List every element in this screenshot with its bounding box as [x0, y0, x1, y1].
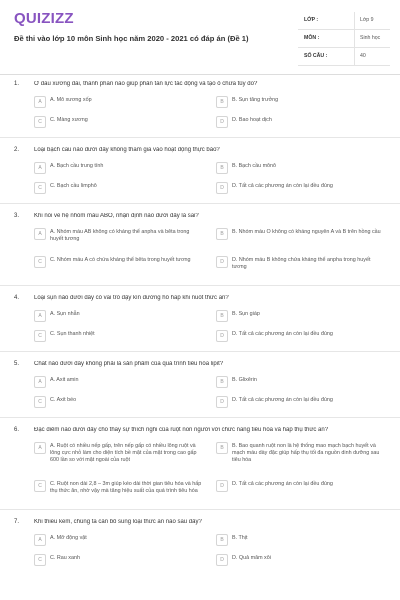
option-text: D. Tất cả các phương án còn lại đều đúng: [232, 183, 333, 189]
option-c[interactable]: [34, 112, 204, 132]
option-letter-box: C: [34, 330, 46, 342]
option-row: [0, 326, 400, 346]
option-c[interactable]: [34, 178, 204, 198]
option-text: B. Sụn tăng trưởng: [232, 97, 279, 103]
option-a[interactable]: [34, 92, 204, 112]
meta-divider: [354, 48, 355, 65]
option-letter-box: B: [216, 310, 228, 322]
option-row: [0, 372, 400, 392]
meta-divider: [354, 12, 355, 29]
question-1: [0, 78, 400, 138]
option-d[interactable]: [216, 112, 386, 132]
option-letter-box: C: [34, 396, 46, 408]
option-text: B. Sụn giáp: [232, 311, 260, 317]
option-letter-box: D: [216, 480, 228, 492]
meta-row-count: [298, 48, 390, 66]
option-d[interactable]: [216, 392, 386, 412]
option-b[interactable]: [216, 224, 386, 252]
question-line: [0, 358, 400, 372]
option-c[interactable]: [34, 392, 204, 412]
question-line: [0, 144, 400, 158]
option-text: D. Quả mâm xôi: [232, 555, 271, 561]
option-letter-box: C: [34, 480, 46, 492]
option-text: A. Sụn nhẫn: [50, 311, 80, 317]
question-line: [0, 210, 400, 224]
option-d[interactable]: [216, 550, 386, 570]
option-text: A. Mô xương xốp: [50, 97, 92, 103]
option-row: [0, 112, 400, 132]
option-letter-box: D: [216, 256, 228, 268]
option-text: C. Bạch cầu limphô: [50, 183, 97, 189]
option-row: [0, 252, 400, 280]
meta-label: SỐ CÂU :: [304, 53, 328, 59]
option-text: B. Nhóm máu O không có kháng nguyên A và B trên hồng cầu: [232, 229, 381, 235]
option-row: [0, 530, 400, 550]
option-c[interactable]: [34, 326, 204, 346]
question-line: [0, 78, 400, 92]
option-letter-box: D: [216, 182, 228, 194]
option-a[interactable]: [34, 530, 204, 550]
option-letter-box: D: [216, 396, 228, 408]
meta-value: Lớp 9: [360, 17, 374, 23]
question-number: 4.: [14, 295, 20, 301]
question-number: 6.: [14, 427, 20, 433]
page-title: Đề thi vào lớp 10 môn Sinh học năm 2020 - 2021 có đáp án (Đề 1): [14, 34, 249, 43]
question-text: Khi nói về hệ nhóm máu ABO, nhận định nào dưới đây là sai?: [34, 213, 199, 219]
question-divider: [0, 137, 400, 138]
option-b[interactable]: [216, 92, 386, 112]
option-letter-box: B: [216, 534, 228, 546]
option-d[interactable]: [216, 252, 386, 280]
option-c[interactable]: [34, 252, 204, 280]
option-row: [0, 158, 400, 178]
option-a[interactable]: [34, 438, 204, 476]
question-text: Loại sụn nào dưới đây có vai trò đậy kín đường hô hấp khi nuốt thức ăn?: [34, 295, 229, 301]
option-text: B. Glixêrin: [232, 377, 257, 383]
option-b[interactable]: [216, 158, 386, 178]
option-text: D. Tất cả các phương án còn lại đều đúng: [232, 331, 333, 337]
question-number: 7.: [14, 519, 20, 525]
question-number: 5.: [14, 361, 20, 367]
option-a[interactable]: [34, 224, 204, 252]
question-7: [0, 516, 400, 570]
option-text: A. Mỡ động vật: [50, 535, 87, 541]
question-3: [0, 210, 400, 286]
option-text: D. Tất cả các phương án còn lại đều đúng: [232, 397, 333, 403]
question-text: Chất nào dưới đây không phải là sản phẩm của quá trình tiêu hóa lipit?: [34, 361, 224, 367]
option-d[interactable]: [216, 326, 386, 346]
question-divider: [0, 509, 400, 510]
option-b[interactable]: [216, 306, 386, 326]
option-letter-box: A: [34, 228, 46, 240]
option-text: C. Axit béo: [50, 397, 77, 403]
option-letter-box: C: [34, 182, 46, 194]
option-letter-box: A: [34, 534, 46, 546]
option-letter-box: B: [216, 228, 228, 240]
option-row: [0, 224, 400, 252]
worksheet-header: [0, 0, 400, 72]
option-row: [0, 178, 400, 198]
option-text: A. Ruột có nhiều nếp gấp, trên nếp gấp có nhiều lông ruột và lông cực nhỏ làm cho diện tích bề mặt của mặt trong cao gấp 600 lần so với mặt ngoài của ruột: [50, 443, 197, 463]
meta-row-class: [298, 12, 390, 30]
option-letter-box: D: [216, 116, 228, 128]
question-divider: [0, 203, 400, 204]
option-letter-box: A: [34, 310, 46, 322]
option-b[interactable]: [216, 438, 386, 476]
question-list: [0, 78, 400, 570]
option-text: C. Sụn thanh nhiệt: [50, 331, 95, 337]
option-letter-box: C: [34, 554, 46, 566]
meta-divider: [354, 30, 355, 47]
option-letter-box: B: [216, 442, 228, 454]
option-text: C. Nhóm máu A có chứa kháng thể bêta trong huyết tương: [50, 257, 191, 263]
option-b[interactable]: [216, 372, 386, 392]
question-number: 3.: [14, 213, 20, 219]
option-d[interactable]: [216, 476, 386, 504]
option-letter-box: A: [34, 162, 46, 174]
meta-value: 40: [360, 53, 366, 59]
meta-table: [298, 12, 390, 66]
question-divider: [0, 351, 400, 352]
option-letter-box: A: [34, 96, 46, 108]
question-number: 2.: [14, 147, 20, 153]
option-text: C. Màng xương: [50, 117, 88, 123]
option-text: C. Ruột non dài 2,8 – 3m giúp kéo dài thời gian tiêu hóa và hấp thụ thức ăn, nhờ vậy mà tăng hiệu suất của quá trình tiêu hóa: [50, 481, 202, 494]
question-line: [0, 516, 400, 530]
option-text: D. Tất cả các phương án còn lại đều đúng: [232, 481, 333, 487]
header-divider: [0, 74, 400, 75]
meta-row-subject: [298, 30, 390, 48]
question-divider: [0, 417, 400, 418]
option-c[interactable]: [34, 476, 204, 504]
option-text: A. Bạch cầu trung tính: [50, 163, 104, 169]
question-5: [0, 358, 400, 418]
option-a[interactable]: [34, 158, 204, 178]
option-letter-box: D: [216, 554, 228, 566]
option-d[interactable]: [216, 178, 386, 198]
option-letter-box: C: [34, 116, 46, 128]
option-text: A. Axit amin: [50, 377, 79, 383]
option-letter-box: B: [216, 162, 228, 174]
question-text: Loại bạch cầu nào dưới đây không tham gia vào hoạt động thực bào?: [34, 147, 220, 153]
question-divider: [0, 285, 400, 286]
option-letter-box: C: [34, 256, 46, 268]
option-row: [0, 392, 400, 412]
question-text: Đặc điểm nào dưới đây cho thấy sự thích nghi của ruột non người với chức năng tiêu hóa và hấp thụ thức ăn?: [34, 427, 329, 433]
question-text: Ở đầu xương dài, thành phần nào giúp phân tán lực tác động và tạo ô chứa tủy đỏ?: [34, 81, 258, 87]
option-text: B. Bạch cầu mônô: [232, 163, 277, 169]
meta-label: MÔN :: [304, 35, 320, 41]
question-number: 1.: [14, 81, 20, 87]
option-b[interactable]: [216, 530, 386, 550]
option-row: [0, 476, 400, 504]
option-text: A. Nhóm máu AB không có kháng thể anpha và bêta trong huyết tương: [50, 229, 190, 242]
question-4: [0, 292, 400, 352]
option-letter-box: A: [34, 376, 46, 388]
meta-value: Sinh học: [360, 35, 381, 41]
option-letter-box: D: [216, 330, 228, 342]
question-line: [0, 292, 400, 306]
option-letter-box: B: [216, 96, 228, 108]
option-row: [0, 550, 400, 570]
meta-label: LỚP :: [304, 17, 319, 23]
option-text: B. Bao quanh ruột non là hệ thống mao mạch bạch huyết và mạch máu dày đặc giúp hấp thụ tối đa nguồn dinh dưỡng sau tiêu hóa: [232, 443, 380, 463]
option-text: D. Nhóm máu B không chứa kháng thể anpha trong huyết tương: [232, 257, 371, 270]
option-text: C. Rau xanh: [50, 555, 80, 561]
option-row: [0, 92, 400, 112]
option-a[interactable]: [34, 306, 204, 326]
question-6: [0, 424, 400, 510]
question-line: [0, 424, 400, 438]
option-text: B. Thịt: [232, 535, 248, 541]
option-a[interactable]: [34, 372, 204, 392]
option-row: [0, 438, 400, 476]
option-letter-box: B: [216, 376, 228, 388]
option-text: D. Bao hoạt dịch: [232, 117, 272, 123]
question-2: [0, 144, 400, 204]
option-c[interactable]: [34, 550, 204, 570]
option-row: [0, 306, 400, 326]
quizizz-logo: QUIZIZZ: [14, 10, 74, 27]
option-letter-box: A: [34, 442, 46, 454]
question-text: Khi thiếu kẽm, chúng ta cần bổ sung loại thức ăn nào sau đây?: [34, 519, 202, 525]
